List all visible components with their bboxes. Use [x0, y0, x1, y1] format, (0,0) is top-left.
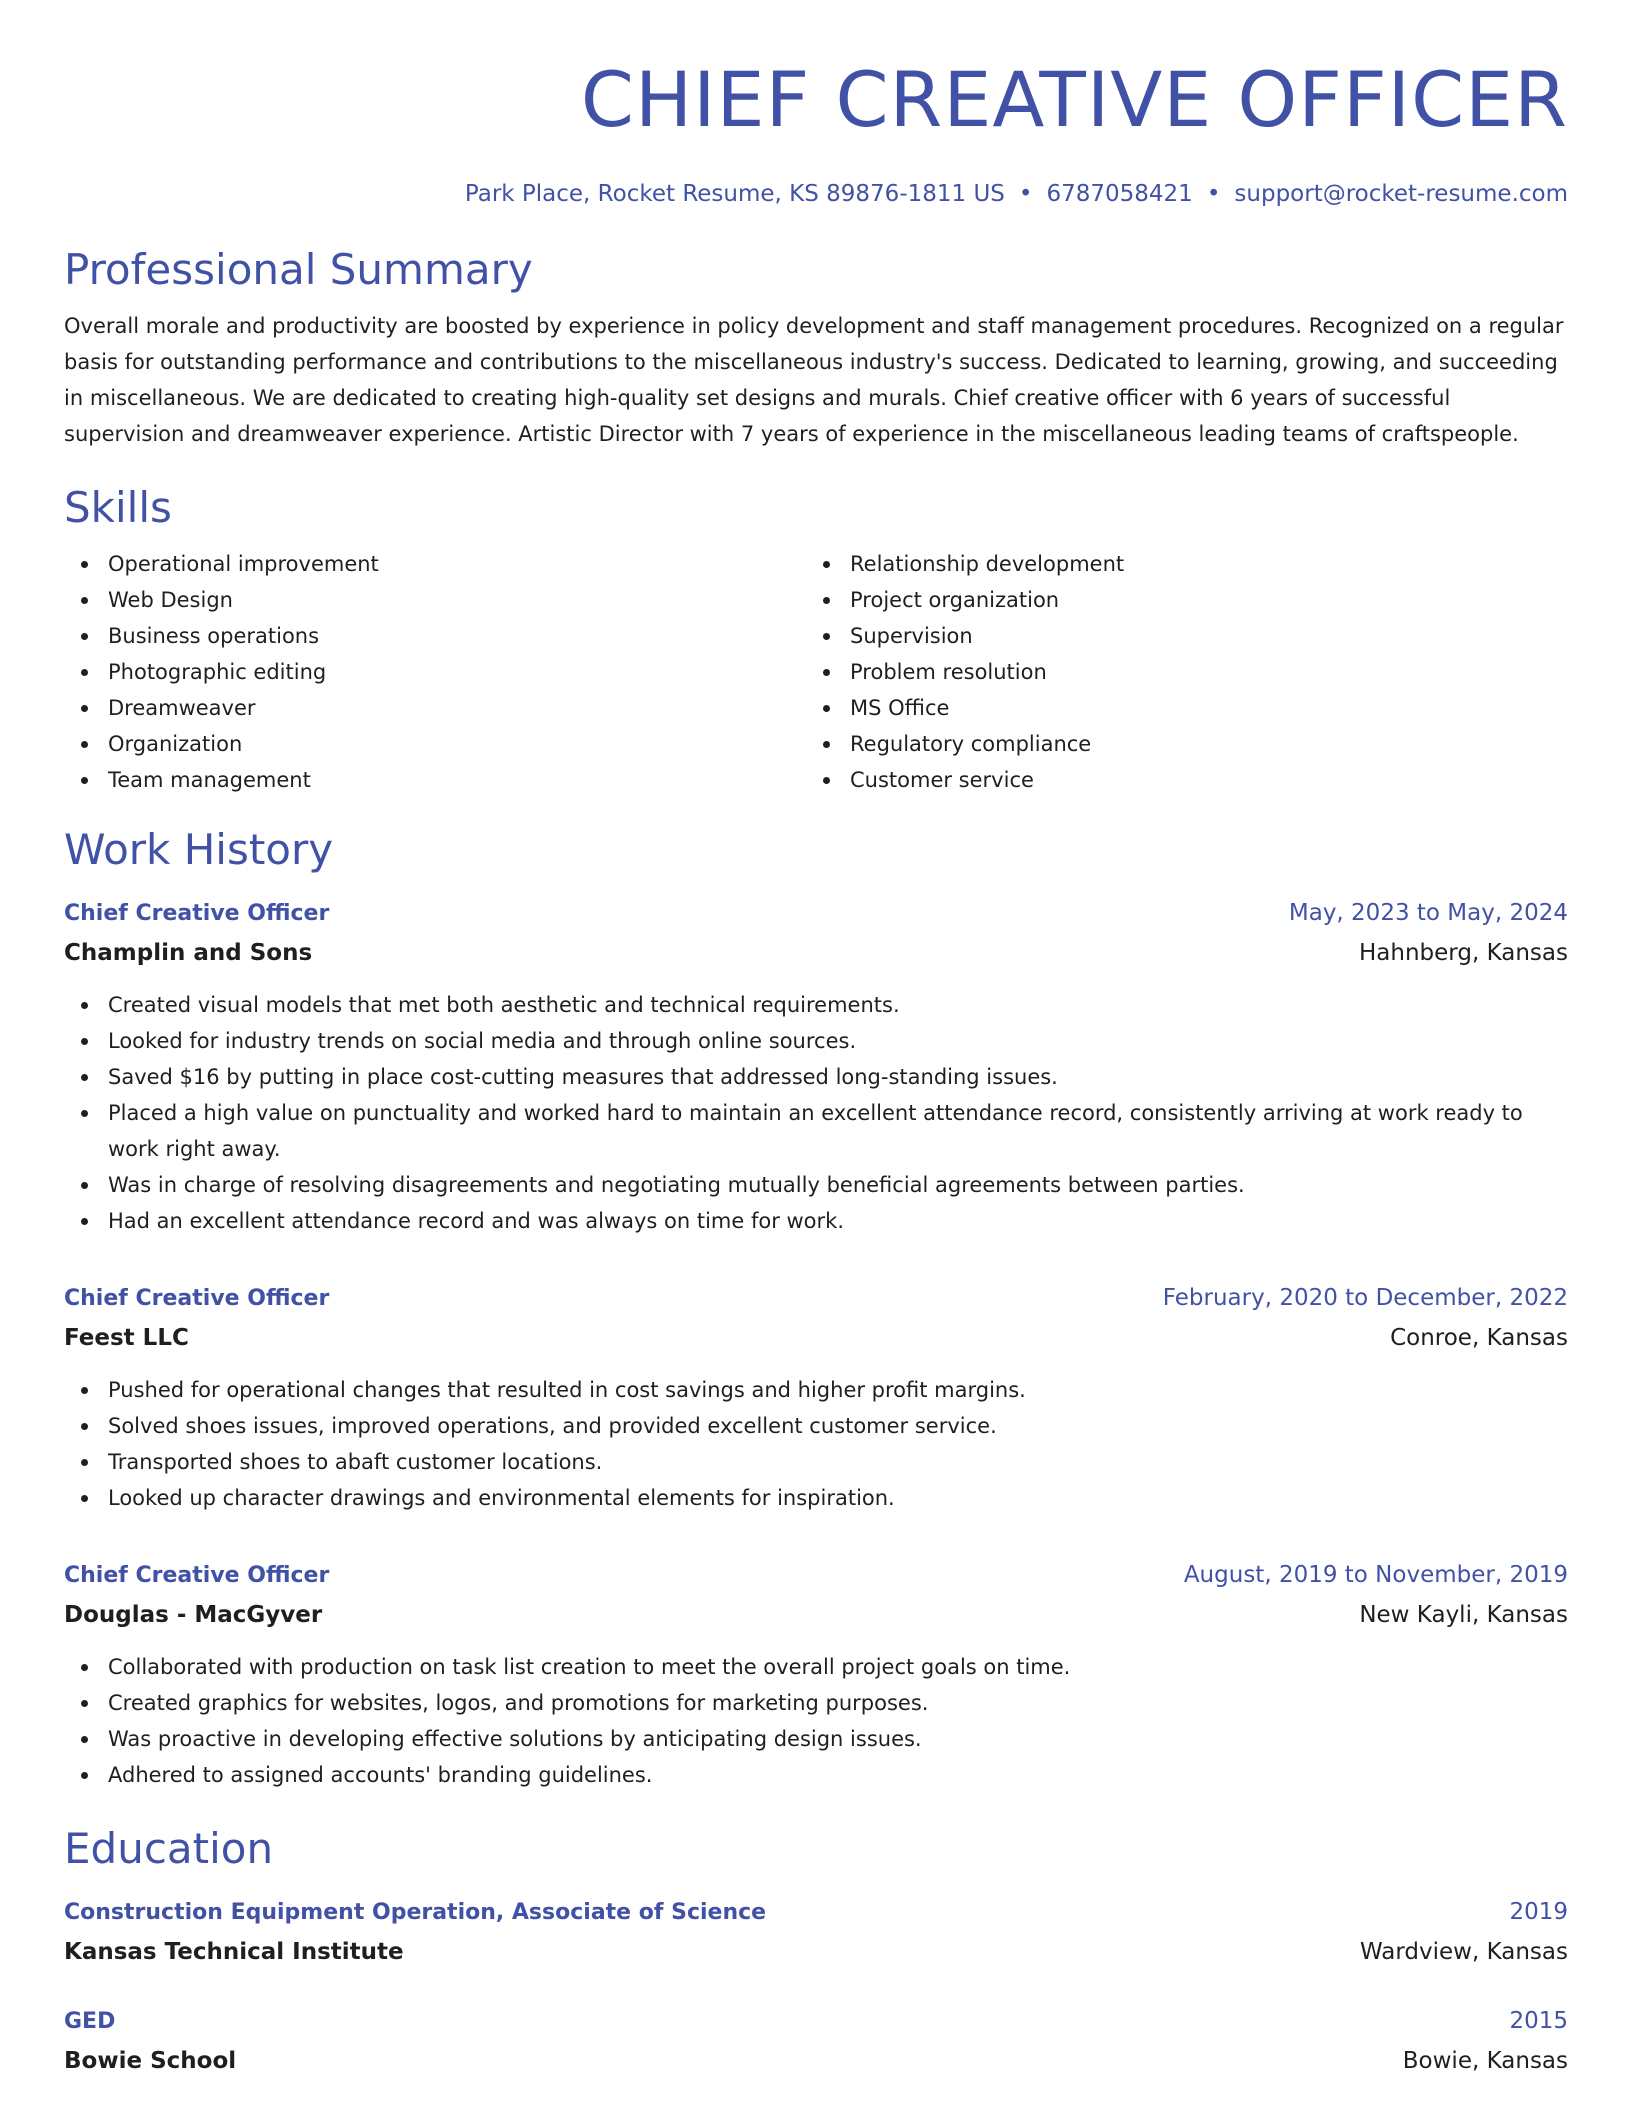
skill-item: Organization	[64, 726, 806, 762]
job-title-row	[64, 894, 1568, 933]
job-bullet: Created visual models that met both aesthetic and technical requirements.	[64, 987, 1568, 1023]
skills-column-right	[806, 546, 1548, 798]
job-dates: May, 2023 to May, 2024	[1288, 900, 1568, 926]
education-location: Wardview, Kansas	[1359, 1939, 1568, 1965]
skill-item: MS Office	[806, 690, 1548, 726]
resume-title: CHIEF CREATIVE OFFICER	[580, 55, 1568, 144]
resume-header	[64, 52, 1568, 210]
job-bullets	[64, 1372, 1568, 1516]
job-bullet: Had an excellent attendance record and was always on time for work.	[64, 1203, 1568, 1239]
job-entry	[64, 1279, 1568, 1516]
job-bullet: Saved $16 by putting in place cost-cutting measures that addressed long-standing issues.	[64, 1059, 1568, 1095]
education-school-row	[64, 2041, 1568, 2081]
job-bullets	[64, 1649, 1568, 1793]
job-company: Champlin and Sons	[64, 940, 313, 966]
contact-line	[64, 178, 1568, 210]
job-company: Douglas - MacGyver	[64, 1602, 323, 1628]
skill-item: Photographic editing	[64, 654, 806, 690]
work-history-heading: Work History	[64, 825, 334, 874]
job-dates: February, 2020 to December, 2022	[1162, 1285, 1568, 1311]
job-title-row	[64, 1279, 1568, 1318]
skill-item: Customer service	[806, 762, 1548, 798]
skills-list	[64, 546, 1568, 798]
job-title-row	[64, 1556, 1568, 1595]
job-location: Conroe, Kansas	[1390, 1325, 1568, 1351]
job-bullet: Collaborated with production on task list creation to meet the overall project goals on time.	[64, 1649, 1568, 1685]
education-degree-row	[64, 1893, 1568, 1932]
education-entry	[64, 2002, 1568, 2081]
job-bullet: Was in charge of resolving disagreements and negotiating mutually beneficial agreements between parties.	[64, 1167, 1568, 1203]
job-bullet: Transported shoes to abaft customer locations.	[64, 1444, 1568, 1480]
education-location: Bowie, Kansas	[1402, 2048, 1568, 2074]
summary-heading: Professional Summary	[64, 245, 533, 294]
education-year: 2019	[1509, 1899, 1568, 1925]
job-dates: August, 2019 to November, 2019	[1183, 1562, 1568, 1588]
education-year: 2015	[1509, 2008, 1568, 2034]
skill-item: Dreamweaver	[64, 690, 806, 726]
skills-column-left	[64, 546, 806, 798]
skill-item: Business operations	[64, 618, 806, 654]
resume-page	[64, 52, 1568, 2081]
job-bullet: Looked up character drawings and environmental elements for inspiration.	[64, 1480, 1568, 1516]
job-bullet: Solved shoes issues, improved operations, and provided excellent customer service.	[64, 1408, 1568, 1444]
skill-item: Problem resolution	[806, 654, 1548, 690]
job-company-row	[64, 1318, 1568, 1358]
education-school-row	[64, 1932, 1568, 1972]
skill-item: Project organization	[806, 582, 1548, 618]
contact-email[interactable]: support@rocket-resume.com	[1234, 181, 1568, 207]
job-location: Hahnberg, Kansas	[1359, 940, 1568, 966]
summary-text: Overall morale and productivity are boosted by experience in policy development and staff management procedures. Recognized on a regular basis for outstanding performance and contributions to the miscellaneous industry's success. Dedicated to learning, growing, and succeeding in miscellaneous. We are dedicated to creating high-quality set designs and murals. Chief creative officer with 6 years of successful supervision and dreamweaver experience. Artistic Director with 7 years of experience in the miscellaneous leading teams of craftspeople.	[64, 314, 1564, 446]
skills-heading: Skills	[64, 483, 172, 532]
education-school: Kansas Technical Institute	[64, 1939, 404, 1965]
job-company-row	[64, 1595, 1568, 1635]
education-heading: Education	[64, 1824, 274, 1873]
job-company: Feest LLC	[64, 1325, 189, 1351]
job-entry	[64, 894, 1568, 1239]
education-degree: Construction Equipment Operation, Associate of Science	[64, 1900, 767, 1925]
skill-item: Relationship development	[806, 546, 1548, 582]
education-school: Bowie School	[64, 2048, 237, 2074]
job-role: Chief Creative Officer	[64, 1286, 330, 1311]
job-bullet: Was proactive in developing effective solutions by anticipating design issues.	[64, 1721, 1568, 1757]
job-bullet: Adhered to assigned accounts' branding guidelines.	[64, 1757, 1568, 1793]
job-role: Chief Creative Officer	[64, 901, 330, 926]
education-degree: GED	[64, 2009, 116, 2034]
education-degree-row	[64, 2002, 1568, 2041]
job-bullet: Pushed for operational changes that resulted in cost savings and higher profit margins.	[64, 1372, 1568, 1408]
job-bullet: Placed a high value on punctuality and worked hard to maintain an excellent attendance record, consistently arriving at work ready to work right away.	[64, 1095, 1568, 1167]
skill-item: Supervision	[806, 618, 1548, 654]
job-bullet: Created graphics for websites, logos, and promotions for marketing purposes.	[64, 1685, 1568, 1721]
job-company-row	[64, 933, 1568, 973]
contact-separator: •	[1018, 181, 1033, 207]
job-location: New Kayli, Kansas	[1359, 1602, 1568, 1628]
education-entry	[64, 1893, 1568, 1972]
skill-item: Team management	[64, 762, 806, 798]
skill-item: Regulatory compliance	[806, 726, 1548, 762]
skill-item: Operational improvement	[64, 546, 806, 582]
job-bullet: Looked for industry trends on social media and through online sources.	[64, 1023, 1568, 1059]
skill-item: Web Design	[64, 582, 806, 618]
contact-separator: •	[1206, 181, 1221, 207]
job-entry	[64, 1556, 1568, 1793]
contact-address: Park Place, Rocket Resume, KS 89876-1811 US	[464, 181, 1005, 207]
job-role: Chief Creative Officer	[64, 1563, 330, 1588]
contact-phone: 6787058421	[1046, 181, 1193, 207]
job-bullets	[64, 987, 1568, 1239]
